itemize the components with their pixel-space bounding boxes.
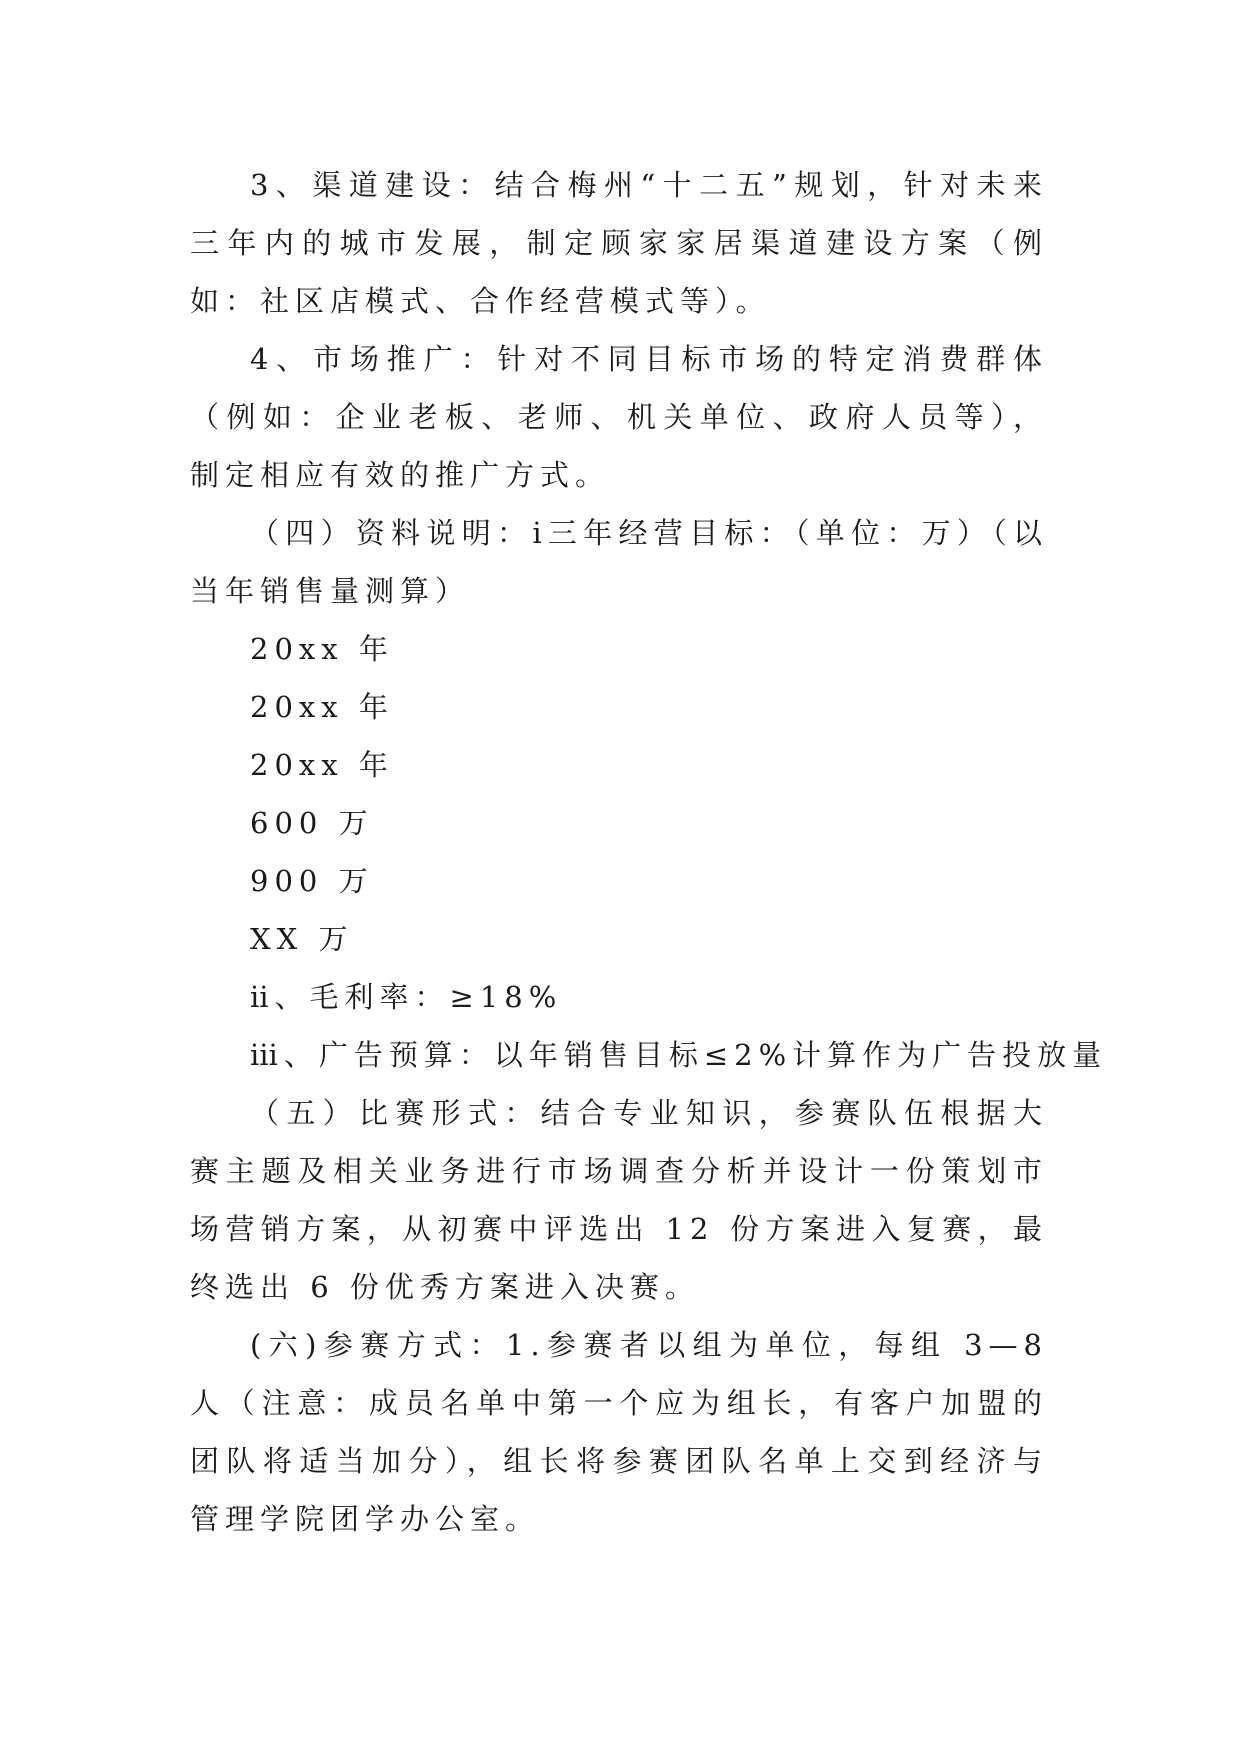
target-amount-3: XX 万 [250,922,354,956]
paragraph-data-description: （四）资料说明：ⅰ三年经营目标：（单位：万）（以当年销售量测算） [190,516,1048,608]
ad-budget-line: ⅲ、广告预算：以年销售目标≤2%计算作为广告投放量 [250,1038,1108,1072]
paragraph-participation: (六)参赛方式：1.参赛者以组为单位，每组 3—8 人（注意：成员名单中第一个应为组长，有客户加盟的团队将适当加分），组长将参赛团队名单上交到经济与管理学院团学办公室。 [190,1328,1048,1536]
gross-margin-line: ⅱ、毛利率：≥18% [250,980,563,1014]
document-body [190,156,1108,1548]
target-year-3: 20xx 年 [250,748,394,782]
target-year-2: 20xx 年 [250,690,394,724]
paragraph-market-promotion: 4、市场推广：针对不同目标市场的特定消费群体（例如：企业老板、老师、机关单位、政府人员等），制定相应有效的推广方式。 [190,342,1048,492]
target-year-1: 20xx 年 [250,632,394,666]
paragraph-channel-building: 3、渠道建设：结合梅州“十二五”规划，针对未来三年内的城市发展，制定顾家家居渠道建设方案（例如：社区店模式、合作经营模式等）。 [190,168,1048,318]
target-amount-2: 900 万 [250,864,374,898]
target-amount-1: 600 万 [250,806,374,840]
paragraph-competition-format: （五）比赛形式：结合专业知识，参赛队伍根据大赛主题及相关业务进行市场调查分析并设计一份策划市场营销方案，从初赛中评选出 12 份方案进入复赛，最终选出 6 份优秀方案进入决赛。 [190,1096,1048,1304]
